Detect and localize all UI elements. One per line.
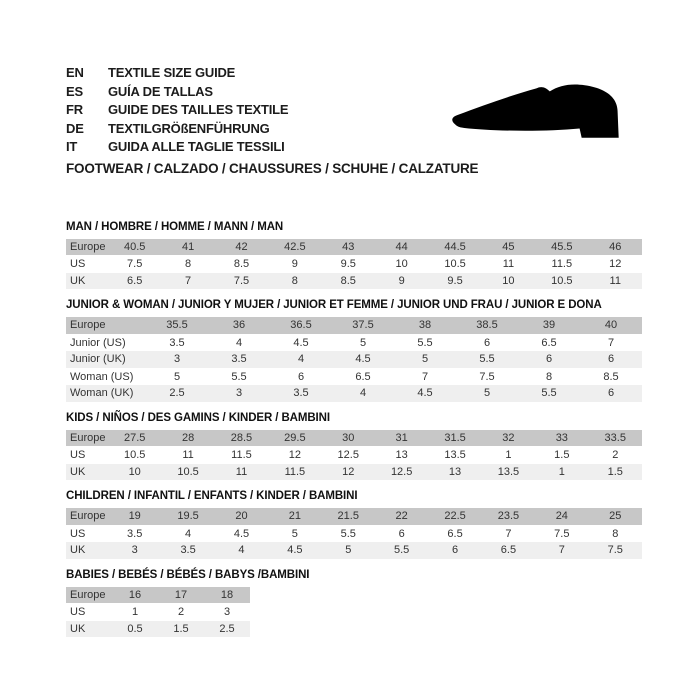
size-cell: 10.5 [123,449,146,462]
size-cell: 7 [607,336,615,349]
row-label: Europe [70,240,106,253]
size-cell: 36.5 [290,319,312,332]
size-cell: 29.5 [284,431,306,444]
size-cell: 40.5 [123,240,146,253]
size-cell: 1.5 [173,622,189,635]
table-row [66,542,642,559]
size-cell: 2 [177,606,185,619]
size-cell: 8 [612,527,619,540]
size-cell: 11 [182,449,194,462]
row-label: UK [70,274,86,287]
size-table-kids [66,430,642,482]
size-cell: 44.5 [444,240,466,253]
table-row [66,621,250,638]
language-label: GUÍA DE TALLAS [108,83,213,99]
size-cell: 6.5 [447,527,463,540]
size-cell: 23.5 [497,510,520,523]
size-cell: 8.5 [233,258,250,271]
language-code: ES [66,83,83,99]
size-cell: 46 [609,240,622,253]
row-label: US [70,258,86,271]
size-cell: 3.5 [180,544,196,557]
size-cell: 43 [342,240,355,253]
language-label: TEXTILE SIZE GUIDE [108,65,236,80]
size-cell: 8 [185,258,192,271]
row-label: Junior (US) [70,336,126,349]
size-cell: 25 [609,510,622,523]
size-cell: 6 [451,544,459,557]
size-cell: 6 [607,387,615,400]
size-cell: 10 [502,274,515,287]
row-label: Europe [70,431,106,444]
size-cell: 39 [542,319,556,332]
table-row [66,239,642,256]
size-cell: 5 [483,387,491,400]
size-cell: 42.5 [284,240,306,253]
table-title-man: MAN / HOMBRE / HOMME / MANN / MAN [66,220,284,233]
size-cell: 11 [609,274,621,287]
size-cell: 4 [297,353,305,366]
size-cell: 1 [558,465,565,478]
size-cell: 21.5 [337,510,359,523]
size-cell: 3.5 [127,527,143,540]
size-cell: 28.5 [230,431,253,444]
footwear-heading: FOOTWEAR / CALZADO / CHAUSSURES / SCHUHE / CALZATURE [66,160,479,176]
size-table-section-man [66,221,700,291]
size-cell: 5 [173,370,181,383]
size-cell: 6.5 [127,274,143,287]
size-cell: 13 [448,465,462,478]
size-cell: 8.5 [603,370,619,383]
size-cell: 5.5 [541,387,557,400]
row-label: Woman (US) [70,370,134,383]
size-cell: 9 [398,274,405,287]
size-cell: 31 [395,431,408,444]
size-cell: 11 [235,465,248,478]
size-cell: 11.5 [284,465,306,478]
size-cell: 19.5 [177,510,199,523]
row-label: Woman (UK) [70,387,134,400]
size-cell: 19 [128,510,141,523]
size-cell: 22 [395,510,408,523]
table-row [66,430,642,447]
size-cell: 12 [288,449,301,462]
size-cell: 38 [418,319,432,332]
size-cell: 5 [359,336,367,349]
size-cell: 4.5 [293,336,309,349]
size-cell: 22.5 [444,510,466,523]
size-cell: 44 [395,240,408,253]
size-cell: 13.5 [444,449,466,462]
size-cell: 21 [288,510,301,523]
size-cell: 11.5 [551,258,573,271]
table-row [66,508,642,525]
size-cell: 7 [185,274,192,287]
table-title-junior: JUNIOR & WOMAN / JUNIOR Y MUJER / JUNIOR ET FEMME / JUNIOR UND FRAU / JUNIOR E DONA [66,299,602,311]
size-cell: 7 [505,527,512,540]
table-row [66,351,642,368]
size-cell: 3.5 [293,387,309,400]
size-cell: 3 [131,544,138,557]
size-cell: 8 [291,274,298,287]
row-label: Europe [70,588,106,601]
size-cell: 1 [131,606,139,619]
size-table-section-babies [66,569,700,639]
size-cell: 5 [421,353,429,366]
size-cell: 32 [502,431,515,444]
row-label: UK [70,544,86,557]
language-row [66,120,288,139]
table-title-kids: KIDS / NIÑOS / DES GAMINS / KINDER / BAMBINI [66,411,330,424]
size-cell: 4.5 [355,353,371,366]
size-cell: 3.5 [231,353,247,366]
header [66,64,632,157]
size-cell: 6 [607,353,615,366]
size-cell: 6.5 [500,544,517,557]
size-cell: 7.5 [479,370,495,383]
size-cell: 5.5 [417,336,433,349]
size-cell: 28 [181,431,195,444]
size-cell: 5.5 [340,527,356,540]
table-row [66,273,642,290]
size-cell: 30 [342,431,355,444]
size-cell: 2.5 [219,622,235,635]
size-cell: 7.5 [607,544,623,557]
size-cell: 1 [505,449,512,462]
size-cell: 7 [558,544,565,557]
size-table-babies [66,587,250,639]
size-cell: 9.5 [447,274,463,287]
language-code: DE [66,120,84,136]
size-cell: 0.5 [127,622,143,635]
language-label: TEXTILGRÖßENFÜHRUNG [108,120,270,136]
size-cell: 4 [238,544,245,557]
table-row [66,256,642,273]
size-cell: 4.5 [233,527,250,540]
shoe-icon [450,82,630,147]
table-row [66,464,642,481]
size-cell: 6 [297,370,305,383]
size-cell: 13 [395,449,408,462]
size-cell: 4 [185,527,192,540]
size-cell: 3 [223,606,231,619]
language-code: IT [66,139,78,154]
size-cell: 33 [555,431,568,444]
size-cell: 45 [502,240,515,253]
row-label: UK [70,465,86,478]
size-cell: 10 [395,258,408,271]
row-label: US [70,527,86,540]
size-table-section-junior [66,299,700,403]
size-cell: 7.5 [233,274,250,287]
language-row [66,83,288,102]
language-list [66,64,288,157]
size-cell: 24 [555,510,568,523]
size-cell: 9.5 [340,258,356,271]
size-cell: 1.5 [554,449,570,462]
table-row [66,334,642,351]
size-cell: 8.5 [340,274,356,287]
size-cell: 12.5 [337,449,359,462]
size-cell: 37.5 [352,319,374,332]
size-cell: 11 [502,258,515,271]
size-cell: 3.5 [169,336,185,349]
table-row [66,368,642,385]
size-table-man [66,239,642,291]
size-cell: 12.5 [390,465,413,478]
size-cell: 7 [421,370,429,383]
size-cell: 3 [235,387,243,400]
row-label: US [70,606,86,619]
row-label: Junior (UK) [70,353,126,366]
size-cell: 36 [232,319,246,332]
size-cell: 12 [342,465,355,478]
size-cell: 38.5 [476,319,498,332]
table-row [66,447,642,464]
size-cell: 3 [173,353,181,366]
language-code: EN [66,65,84,80]
table-row [66,604,250,621]
size-cell: 27.5 [123,431,146,444]
table-title-children: CHILDREN / INFANTIL / ENFANTS / KINDER / BAMBINI [66,490,358,502]
size-cell: 6.5 [541,336,557,349]
size-cell: 10 [128,465,141,478]
size-cell: 4.5 [417,387,433,400]
size-cell: 10.5 [551,274,573,287]
size-cell: 18 [220,588,234,601]
size-cell: 35.5 [166,319,188,332]
table-row [66,587,250,604]
size-table-children [66,508,642,560]
size-tables [66,221,700,639]
size-cell: 41 [181,240,195,253]
size-cell: 12 [609,258,622,271]
row-label: UK [70,622,86,635]
row-label: US [70,449,86,462]
size-cell: 4 [359,387,367,400]
size-table-section-children [66,490,700,560]
size-cell: 10.5 [177,465,199,478]
language-row [66,101,288,120]
size-cell: 17 [174,588,188,601]
size-cell: 33.5 [604,431,626,444]
size-cell: 42 [235,240,248,253]
size-cell: 5.5 [479,353,495,366]
size-cell: 16 [128,588,142,601]
size-cell: 7.5 [127,258,143,271]
size-cell: 5.5 [394,544,410,557]
language-code: FR [66,102,83,117]
size-cell: 8 [545,370,553,383]
size-cell: 9 [291,258,298,271]
language-row [66,138,288,157]
size-cell: 5.5 [231,370,247,383]
table-row [66,525,642,542]
size-cell: 11.5 [231,449,252,462]
language-label: GUIDA ALLE TAGLIE TESSILI [108,139,285,154]
size-cell: 2 [612,449,619,462]
table-row [66,385,642,402]
size-cell: 4.5 [287,544,303,557]
size-cell: 7.5 [554,527,570,540]
language-label: GUIDE DES TAILLES TEXTILE [108,102,289,117]
size-cell: 5 [345,544,352,557]
size-cell: 4 [235,336,243,349]
size-cell: 6 [398,527,405,540]
size-cell: 45.5 [551,240,573,253]
row-label: Europe [70,510,106,523]
size-cell: 6.5 [355,370,371,383]
size-cell: 13.5 [497,465,520,478]
size-cell: 5 [291,527,298,540]
size-cell: 31.5 [444,431,466,444]
size-table-section-kids [66,412,700,482]
size-cell: 2.5 [169,387,185,400]
size-cell: 6 [483,336,491,349]
size-table-junior [66,317,642,403]
size-cell: 20 [235,510,248,523]
size-cell: 10.5 [444,258,466,271]
size-cell: 6 [545,353,553,366]
row-label: Europe [70,319,106,332]
size-cell: 1.5 [607,465,623,478]
table-row [66,317,642,334]
language-row [66,64,288,83]
size-cell: 40 [604,319,618,332]
table-title-babies: BABIES / BEBÉS / BÉBÉS / BABYS /BAMBINI [66,568,310,581]
